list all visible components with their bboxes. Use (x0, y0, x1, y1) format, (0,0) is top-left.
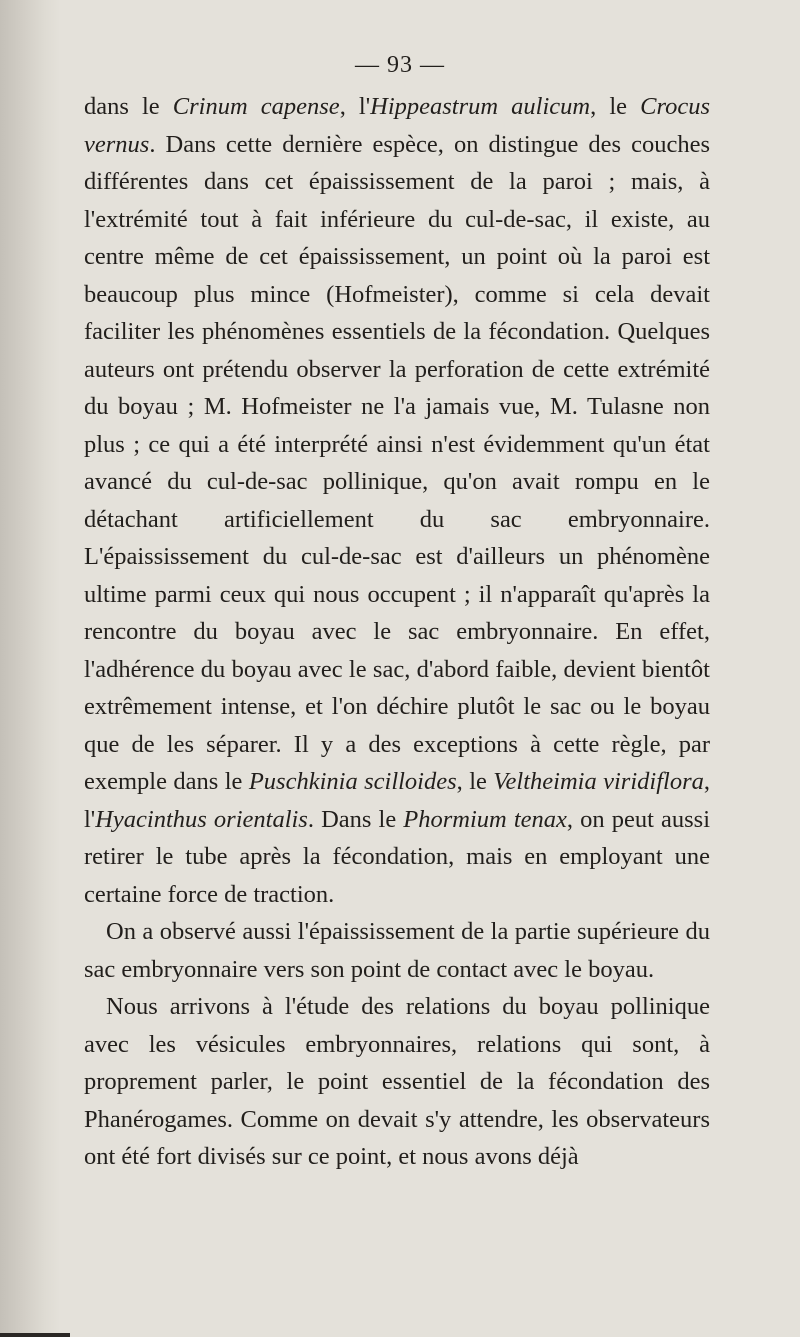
italic-term: Crinum capense (172, 93, 340, 120)
text-run: , on peut aussi retirer le tube après la fécondation, mais en employant une certaine force de traction. (84, 805, 710, 908)
italic-term: Puschkinia scilloides (248, 768, 457, 795)
text-run: , l' (339, 93, 371, 120)
text-run: . Dans le (307, 805, 404, 833)
paragraph (84, 988, 710, 1176)
italic-term: Phormium tenax (403, 805, 567, 833)
text-run: , le (590, 93, 641, 120)
page-edge-mark (0, 1333, 70, 1337)
text-run: , le (456, 768, 494, 795)
page-gutter-shadow (0, 0, 60, 1337)
text-run: Nous arrivons à l'étude des relations du boyau pollinique avec les vésicules embryonnaires, relations qui sont, à proprement parler, le point essentiel de la fécondation des Phanérogames. Comme on devait s'y attendre, les observateurs ont été fort divisés sur ce point, et nous avons déjà (84, 993, 710, 1170)
italic-term: Hyacinthus orientalis (95, 805, 308, 833)
paragraph (84, 913, 710, 988)
italic-term: Veltheimia viridiflora (493, 768, 704, 795)
text-run: On a observé aussi l'épaississement de la partie supérieure du sac embryonnaire vers son point de contact avec le boyau. (84, 918, 710, 983)
italic-term: Crocus vernus (84, 93, 711, 158)
body-text (84, 88, 710, 1176)
paragraph (84, 88, 710, 913)
italic-term: Hippeastrum aulicum (370, 93, 591, 120)
page-number: — 93 — (355, 52, 445, 78)
text-run: . Dans cette dernière espèce, on distingue des couches différentes dans cet épaississement de la paroi ; mais, à l'extrémité tout à fait inférieure du cul-de-sac, il existe, au centre même de cet épaississement, un point où la paroi est beaucoup plus mince (Hofmeister), comme si cela devait faciliter les phénomènes essentiels de la fécondation. Quelques auteurs ont prétendu observer la perforation de cette extrémité du boyau ; M. Hofmeister ne l'a jamais vue, M. Tulasne non plus ; ce qui a été interprété ainsi n'est évidemment qu'un état avancé du cul-de-sac pollinique, qu'on avait rompu en le détachant artificiellement du sac embryonnaire. L'épaississement du cul-de-sac est d'ailleurs un phénomène ultime parmi ceux qui nous occupent ; il n'apparaît qu'après la rencontre du boyau avec le sac embryonnaire. En effet, l'adhérence du boyau avec le sac, d'abord faible, devient bientôt extrêmement intense, et l'on déchire plutôt le sac ou le boyau que de les séparer. Il y a des exceptions à cette règle, par exemple dans le (84, 130, 710, 795)
text-run: dans le (84, 93, 173, 120)
text-run: , l' (84, 768, 710, 833)
